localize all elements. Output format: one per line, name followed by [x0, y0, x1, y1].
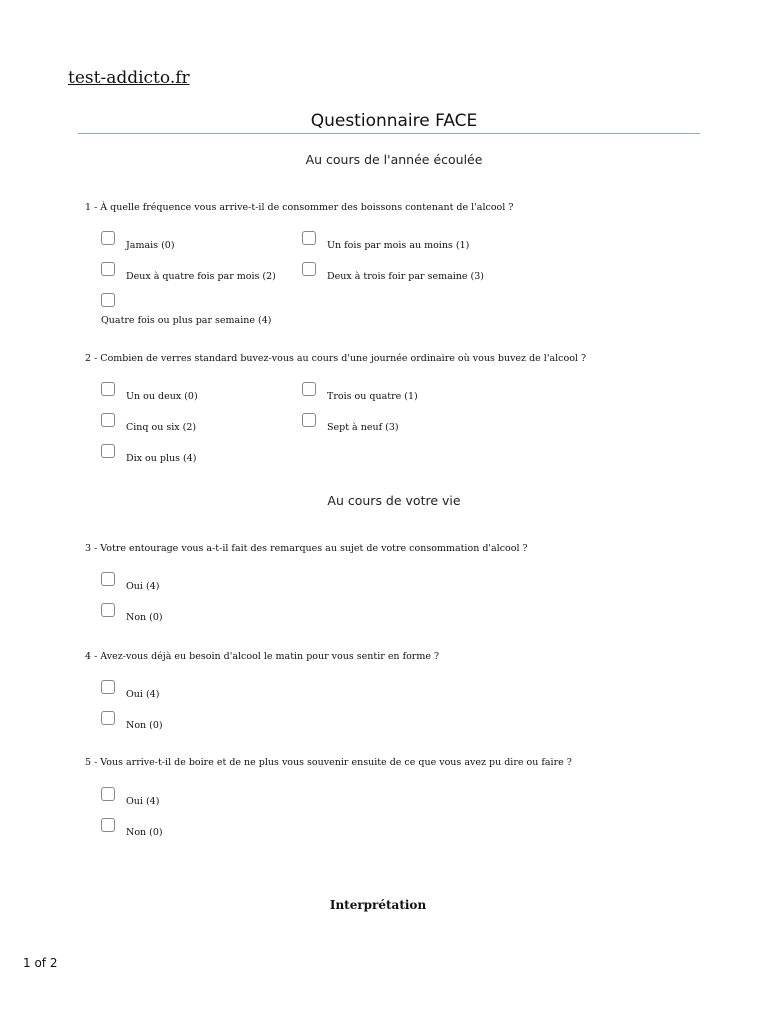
site-link[interactable]: test-addicto.fr	[68, 68, 190, 88]
checkbox[interactable]	[302, 413, 316, 427]
option-label: Jamais (0)	[126, 240, 175, 251]
checkbox[interactable]	[101, 603, 115, 617]
option-label: Cinq ou six (2)	[126, 422, 197, 433]
title-divider	[78, 133, 700, 134]
question-5: 5 - Vous arrive-t-il de boire et de ne plus vous souvenir ensuite de ce que vous avez pu dire ou faire ?	[85, 757, 572, 768]
checkbox[interactable]	[302, 382, 316, 396]
checkbox[interactable]	[101, 382, 115, 396]
option-label: Oui (4)	[126, 581, 160, 592]
section-heading-life: Au cours de votre vie	[327, 493, 461, 508]
option-label: Oui (4)	[126, 689, 160, 700]
checkbox[interactable]	[101, 262, 115, 276]
checkbox[interactable]	[101, 818, 115, 832]
section-heading-year: Au cours de l'année écoulée	[305, 152, 483, 167]
question-1: 1 - À quelle fréquence vous arrive-t-il de consommer des boissons contenant de l'alcool ?	[85, 202, 514, 213]
option-label: Non (0)	[126, 827, 163, 838]
option-label: Deux à trois foir par semaine (3)	[327, 271, 484, 282]
checkbox[interactable]	[101, 572, 115, 586]
option-label: Non (0)	[126, 720, 163, 731]
checkbox[interactable]	[101, 787, 115, 801]
question-2: 2 - Combien de verres standard buvez-vous au cours d'une journée ordinaire où vous buvez de l'alcool ?	[85, 353, 587, 364]
option-label: Quatre fois ou plus par semaine (4)	[101, 315, 272, 326]
checkbox[interactable]	[101, 680, 115, 694]
page-counter: 1 of 2	[23, 956, 58, 970]
option-label: Deux à quatre fois par mois (2)	[126, 271, 276, 282]
option-label: Sept à neuf (3)	[327, 422, 399, 433]
page-title: Questionnaire FACE	[310, 111, 478, 131]
option-label: Un fois par mois au moins (1)	[327, 240, 470, 251]
option-label: Non (0)	[126, 612, 163, 623]
question-4: 4 - Avez-vous déjà eu besoin d'alcool le matin pour vous sentir en forme ?	[85, 651, 440, 662]
interpretation-heading: Interprétation	[329, 898, 427, 912]
checkbox[interactable]	[101, 231, 115, 245]
option-label: Trois ou quatre (1)	[327, 391, 418, 402]
checkbox[interactable]	[101, 293, 115, 307]
option-label: Dix ou plus (4)	[126, 453, 197, 464]
checkbox[interactable]	[101, 444, 115, 458]
checkbox[interactable]	[302, 262, 316, 276]
question-3: 3 - Votre entourage vous a-t-il fait des remarques au sujet de votre consommation d'alcool ?	[85, 543, 528, 554]
checkbox[interactable]	[302, 231, 316, 245]
option-label: Oui (4)	[126, 796, 160, 807]
option-label: Un ou deux (0)	[126, 391, 198, 402]
checkbox[interactable]	[101, 711, 115, 725]
checkbox[interactable]	[101, 413, 115, 427]
